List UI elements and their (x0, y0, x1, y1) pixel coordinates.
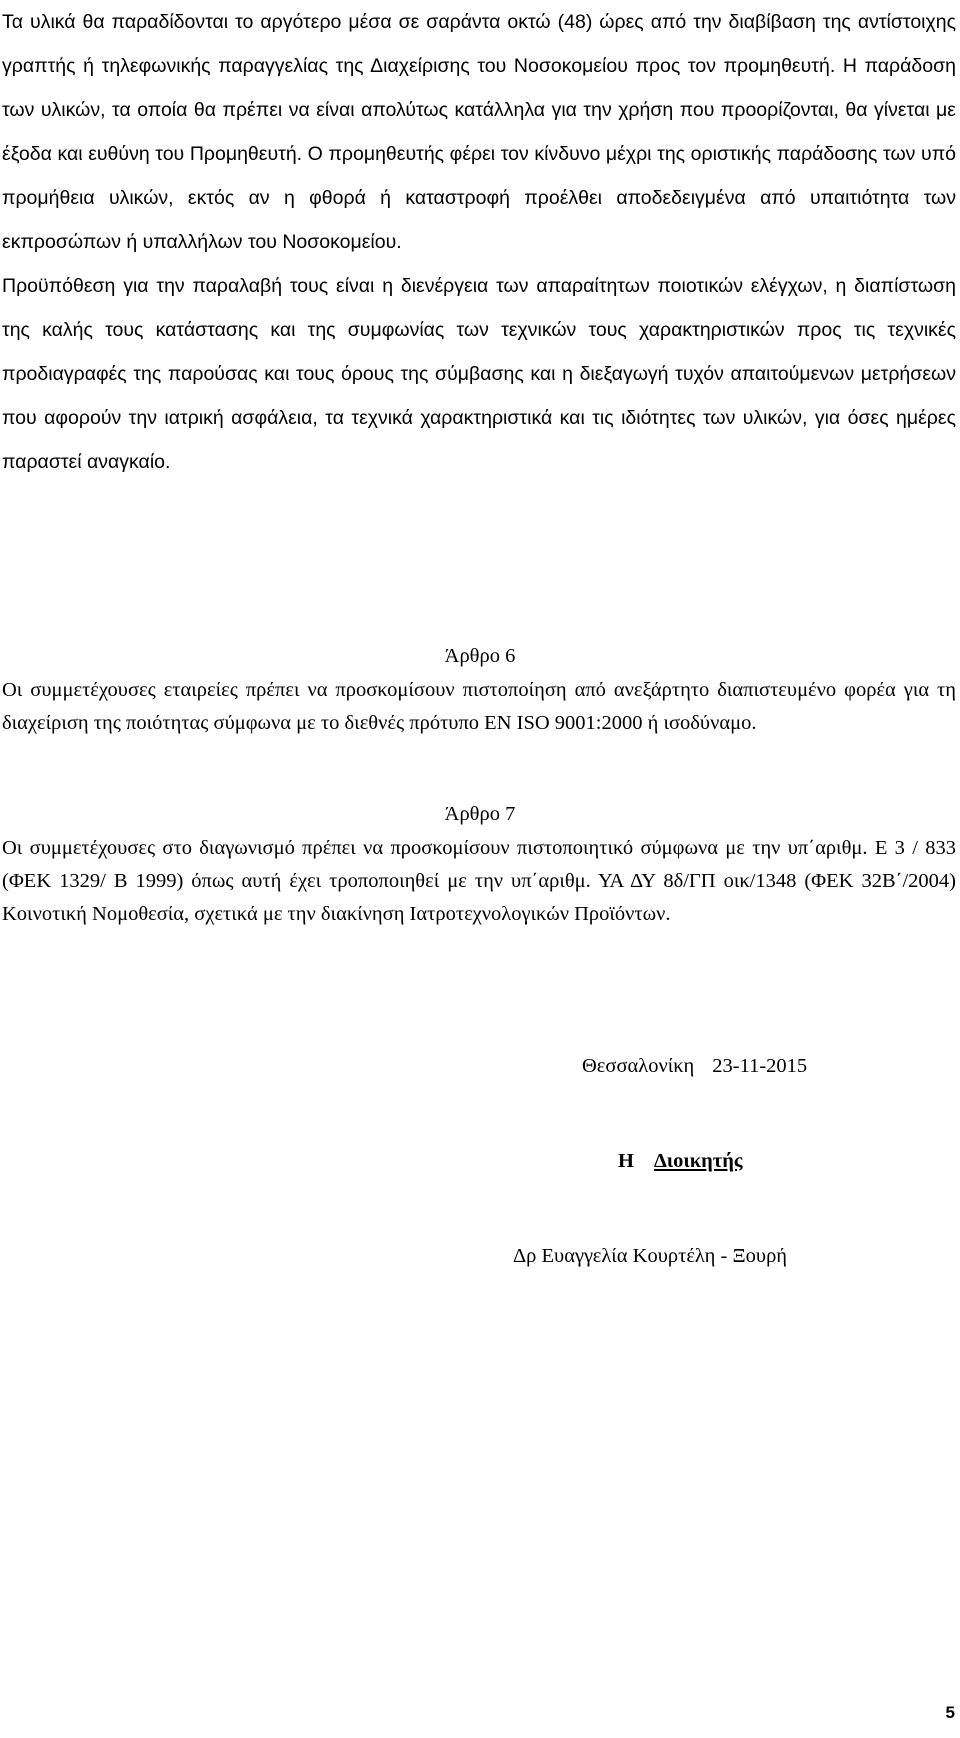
article-7-text: Οι συμμετέχουσες στο διαγωνισμό πρέπει να προσκομίσουν πιστοποιητικό σύμφωνα με την υπ΄αριθμ. Ε 3 / 833 (ΦΕΚ 1329/ Β 1999) όπως αυτή έχει τροποποιηθεί με την υπ΄αριθμ. ΥΑ ΔΥ 8δ/ΓΠ οικ/1348 (ΦΕΚ 32Β΄/2004) Κοινοτική Νομοθεσία, σχετικά με την διακίνηση Ιατροτεχνολογικών Προϊόντων. (2, 837, 956, 925)
page-number: 5 (945, 1703, 955, 1722)
article-7-body (2, 832, 956, 931)
article-6-body (2, 674, 956, 740)
acceptance-paragraph: Προϋπόθεση για την παραλαβή τους είναι η διενέργεια των απαραίτητων ποιοτικών ελέγχων, η διαπίστωση της καλής τους κατάστασης και της συμφωνίας των τεχνικών τους χαρακτηριστικών προς τις τεχνικές προδιαγραφές της παρούσας και τους όρους της σύμβασης και η διεξαγωγή τυχόν απαιτούμενων μετρήσεων που αφορούν την ιατρική ασφάλεια, τα τεχνικά χαρακτηριστικά και τις ιδιότητες των υλικών, για όσες ημέρες παραστεί αναγκαίο. (2, 275, 956, 473)
role-article: Η (618, 1150, 634, 1172)
article-6-text: Οι συμμετέχουσες εταιρείες πρέπει να προσκομίσουν πιστοποίηση από ανεξάρτητο διαπιστευμένο φορέα για τη διαχείριση της ποιότητας σύμφωνα με το διεθνές πρότυπο ΕΝ ISO 9001:2000 ή ισοδύναμο. (2, 679, 956, 734)
city-name: Θεσσαλονίκη (582, 1055, 695, 1077)
signatory-role: Διοικητής (653, 1150, 743, 1172)
delivery-paragraph: Τα υλικά θα παραδίδονται το αργότερο μέσα σε σαράντα οκτώ (48) ώρες από την διαβίβαση της αντίστοιχης γραπτής ή τηλεφωνικής παραγγελίας της Διαχείρισης του Νοσοκομείου προς τον προμηθευτή. Η παράδοση των υλικών, τα οποία θα πρέπει να είναι απολύτως κατάλληλα για την χρήση που προορίζονται, θα γίνεται με έξοδα και ευθύνη του Προμηθευτή. Ο προμηθευτής φέρει τον κίνδυνο μέχρι της οριστικής παράδοσης των υπό προμήθεια υλικών, εκτός αν η φθορά ή καταστροφή προέλθει αποδεδειγμένα από υπαιτιότητα των εκπροσώπων ή υπαλλήλων του Νοσοκομείου. (2, 11, 956, 253)
signature-date: 23-11-2015 (712, 1055, 808, 1077)
signatory-role-line (618, 1148, 743, 1174)
article-6-heading: Άρθρο 6 (444, 645, 516, 667)
article-7-heading: Άρθρο 7 (444, 803, 516, 825)
signatory-name: Δρ Ευαγγελία Κουρτέλη - Ξουρή (513, 1245, 788, 1267)
delivery-clause (2, 0, 956, 484)
place-date-line (582, 1053, 807, 1079)
